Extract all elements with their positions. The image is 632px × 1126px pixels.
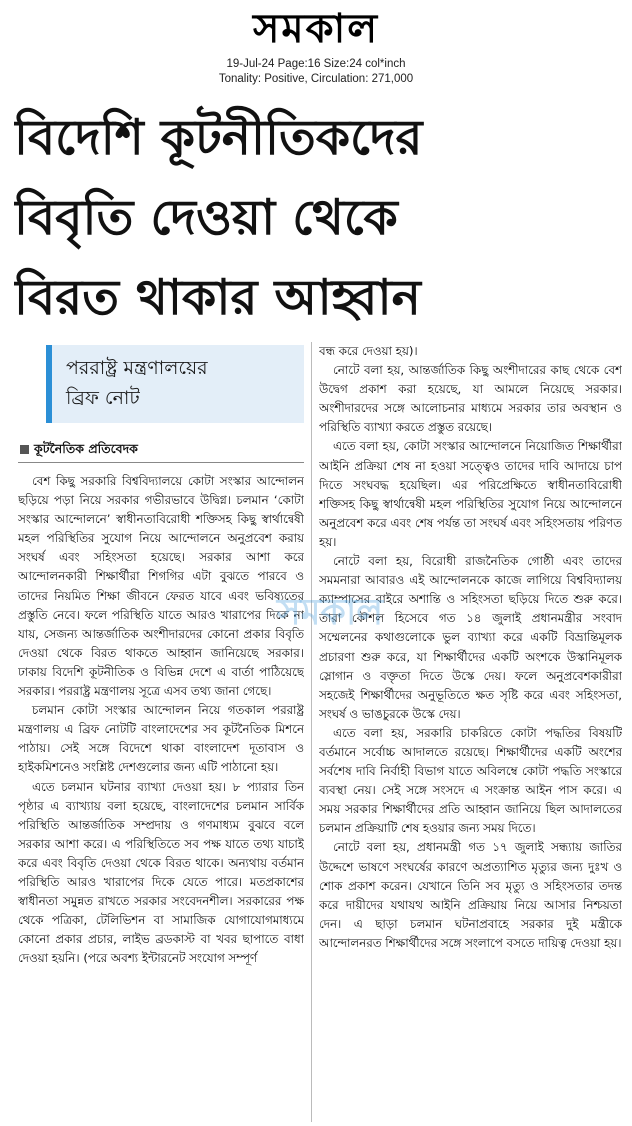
byline-text: কূটনৈতিক প্রতিবেদক xyxy=(34,441,138,456)
byline xyxy=(20,441,304,461)
left-column xyxy=(18,472,304,1122)
paragraph: চলমান কোটা সংস্কার আন্দোলন নিয়ে গতকাল পররাষ্ট্র মন্ত্রণালয় এ ব্রিফ নোটটি বাংলাদেশের সব কূটনৈতিক মিশনে পাঠায়। সেই সঙ্গে বিদেশে থাকা বাংলাদেশ দূতাবাস ও হাইকমিশনেও সংশ্লিষ্ট দেশগুলোর জন্য এটি পাঠানো হয়। xyxy=(18,703,304,775)
paragraph: নোটে বলা হয়, আন্তর্জাতিক কিছু অংশীদারের কাছ থেকে বেশ উদ্বেগ প্রকাশ করা হয়েছে, যা আমলে নিয়েছে সরকার। অংশীদারদের সঙ্গে আলোচনার মাধ্যমে সরকার তার অবস্থান ও পরিস্থিতি ব্যাখ্যা করতে প্রস্তুত রয়েছে। xyxy=(319,363,622,435)
headline-line-2: বিবৃতি দেওয়া থেকে xyxy=(14,189,398,246)
paragraph: বন্ধ করে দেওয়া হয়)। xyxy=(319,344,418,358)
newspaper-logo: সমকাল xyxy=(252,5,380,52)
paragraph: নোটে বলা হয়, প্রধানমন্ত্রী গত ১৭ জুলাই সন্ধ্যায় জাতির উদ্দেশে ভাষণে সংঘর্ষের কারণে অপ্রত্যাশিত মৃত্যুর জন্য দুঃখ ও শোক প্রকাশ করেন। যেখানে তিনি সব মৃত্যু ও সহিংসতার তদন্ত করে দায়ীদের যথাযথ আইনি প্রক্রিয়ায় নিয়ে আসার নিশ্চয়তা দেন। এ ছাড়া চলমান ঘটনাপ্রবাহে সরকার দুই মন্ত্রীকে আন্দোলনরত শিক্ষার্থীদের সঙ্গে সংলাপে বসতে দায়িত্ব দেওয়া হয়। xyxy=(319,840,622,950)
paragraph: নোটে বলা হয়, বিরোধী রাজনৈতিক গোষ্ঠী এবং তাদের সমমনারা আবারও এই আন্দোলনকে কাজে লাগিয়ে বিশ্ববিদ্যালয় ক্যাম্পাসের বাইরে অশান্তি ও সহিংসতা ছড়িয়ে দিতে শুরু করে। তারা কৌশল হিসেবে গত ১৪ জুলাই প্রধানমন্ত্রীর সংবাদ সম্মেলনের কথাগুলোকে ভুল ব্যাখ্যা করে একটি বিভ্রান্তিমূলক প্রচারণা শুরু করে, যা শিক্ষার্থীদের একটি অংশকে উস্কানিমূলক স্লোগান ও বক্তৃতা দিতে উস্কে দেয়। ফলে অনুপ্রবেশকারীরা সহজেই শিক্ষার্থীদের অনুভূতিতে ক্ষত সৃষ্টি করে এবং সহিংসতা, সংঘর্ষ ও ভাঙচুরকে উস্কে দেয়। xyxy=(319,554,622,721)
subheadline-box xyxy=(46,345,304,423)
subheadline-line-2: ব্রিফ নোট xyxy=(66,387,140,409)
byline-square-icon xyxy=(20,445,29,454)
clip-info-tonality: Tonality: Positive, Circulation: 271,000 xyxy=(218,73,414,85)
byline-rule xyxy=(18,462,304,463)
headline xyxy=(14,98,622,338)
paragraph: এতে বলা হয়, সরকারি চাকরিতে কোটা পদ্ধতির বিষয়টি বর্তমানে সর্বোচ্চ আদালতে রয়েছে। শিক্ষার্থীদের একটি অংশের সর্বশেষ দাবি নির্বাহী বিভাগ যাতে অবিলম্বে কোটা পদ্ধতি সংস্কারে ব্যবস্থা নেয়। সেই সঙ্গে সংসদে এ সংক্রান্ত আইন পাস করে। এ সময় সরকার শিক্ষার্থীদের প্রতি আহ্বান জানিয়ে ছিল আদালতের চলমান প্রক্রিয়াটি শেষ হওয়ার জন্য সময় দিতে। xyxy=(319,725,622,836)
paragraph: বেশ কিছু সরকারি বিশ্ববিদ্যালয়ে কোটা সংস্কার আন্দোলন ছড়িয়ে পড়া নিয়ে সরকার গভীরভাবে উদ্বিগ্ন। চলমান ‘কোটা সংস্কার আন্দোলনে’ স্বাধীনতাবিরোধী শক্তিসহ কিছু স্বার্থান্বেষী মহল পরিস্থিতির সুযোগ নিয়ে আন্দোলনে অনুপ্রবেশ করায় সংঘর্ষ এবং সহিংসতা হয়েছে। সরকার আশা করে আন্দোলনকারী শিক্ষার্থীরা শিগগির এটা বুঝতে পারবে ও তাদের নিয়মিত শিক্ষা জীবনে ফেরত যাবে এবং ভবিষ্যতের প্রস্তুতি নেবে। ফলে পরিস্থিতি যাতে আরও খারাপের দিকে না যায়, সেজন্য আন্তর্জাতিক অংশীদারদের কোনো প্রকার বিবৃতি দেওয়া থেকে বিরত থাকতে আহ্বান জানিয়েছে সরকার। ঢাকায় বিদেশি কূটনীতিক ও বিভিন্ন দেশে এ বার্তা পাঠিয়েছে সরকার। পররাষ্ট্র মন্ত্রণালয় সূত্রে এসব তথ্য জানা গেছে। xyxy=(18,474,304,699)
right-column xyxy=(319,342,622,1122)
paragraph: এতে বলা হয়, কোটা সংস্কার আন্দোলনে নিয়োজিত শিক্ষার্থীরা আইনি প্রক্রিয়া শেষ না হওয়া সত্ত্বেও তাদের দাবি আদায়ে চাপ দিতে সংঘবদ্ধ হয়েছিল। এর পরিপ্রেক্ষিতে স্বাধীনতাবিরোধী শক্তিসহ কিছু স্বার্থান্বেষী মহল পরিস্থিতির সুযোগ নিয়ে আন্দোলনে অনুপ্রবেশ করে এবং শেষ পর্যন্ত তা সংঘর্ষ এবং সহিংসতায় পরিণত হয়। xyxy=(319,439,622,549)
headline-line-1: বিদেশি কূটনীতিকদের xyxy=(14,109,423,166)
paragraph: এতে চলমান ঘটনার ব্যাখ্যা দেওয়া হয়। ৮ প্যারার তিন পৃষ্ঠার এ ব্যাখ্যায় বলা হয়েছে, বাংলাদেশের চলমান সার্বিক পরিস্থিতি আন্তর্জাতিক সম্প্রদায় ও গণমাধ্যম বুঝবে বলে সরকার আশা করে। এ পরিস্থিতিতে সব পক্ষ যাতে তথ্য যাচাই করে এবং বিবৃতি দেওয়া থেকে বিরত থাকে। অন্যথায় বর্তমান পরিস্থিতি আরও খারাপের দিকে যেতে পারে। মতপ্রকাশের স্বাধীনতা সমুন্নত রাখতে সরকার সংবেদনশীল। সরকারের পক্ষ থেকে পত্রিকা, টেলিভিশন বা সামাজিক যোগাযোগমাধ্যমে কোনো প্রকার প্রচার, লাইভ ব্রডকাস্ট বা খবর ছাপাতে বাধা দেওয়া হয়নি। (পরে অবশ্য ইন্টারনেট সংযোগ সম্পূর্ণ xyxy=(18,779,304,966)
headline-line-3: বিরত থাকার আহ্বান xyxy=(14,269,421,326)
clip-info-date: 19-Jul-24 Page:16 Size:24 col*inch xyxy=(226,58,406,70)
column-divider xyxy=(311,342,312,1122)
watermark: সমকাল xyxy=(276,591,384,633)
subheadline-line-1: পররাষ্ট্র মন্ত্রণালয়ের xyxy=(66,357,208,379)
